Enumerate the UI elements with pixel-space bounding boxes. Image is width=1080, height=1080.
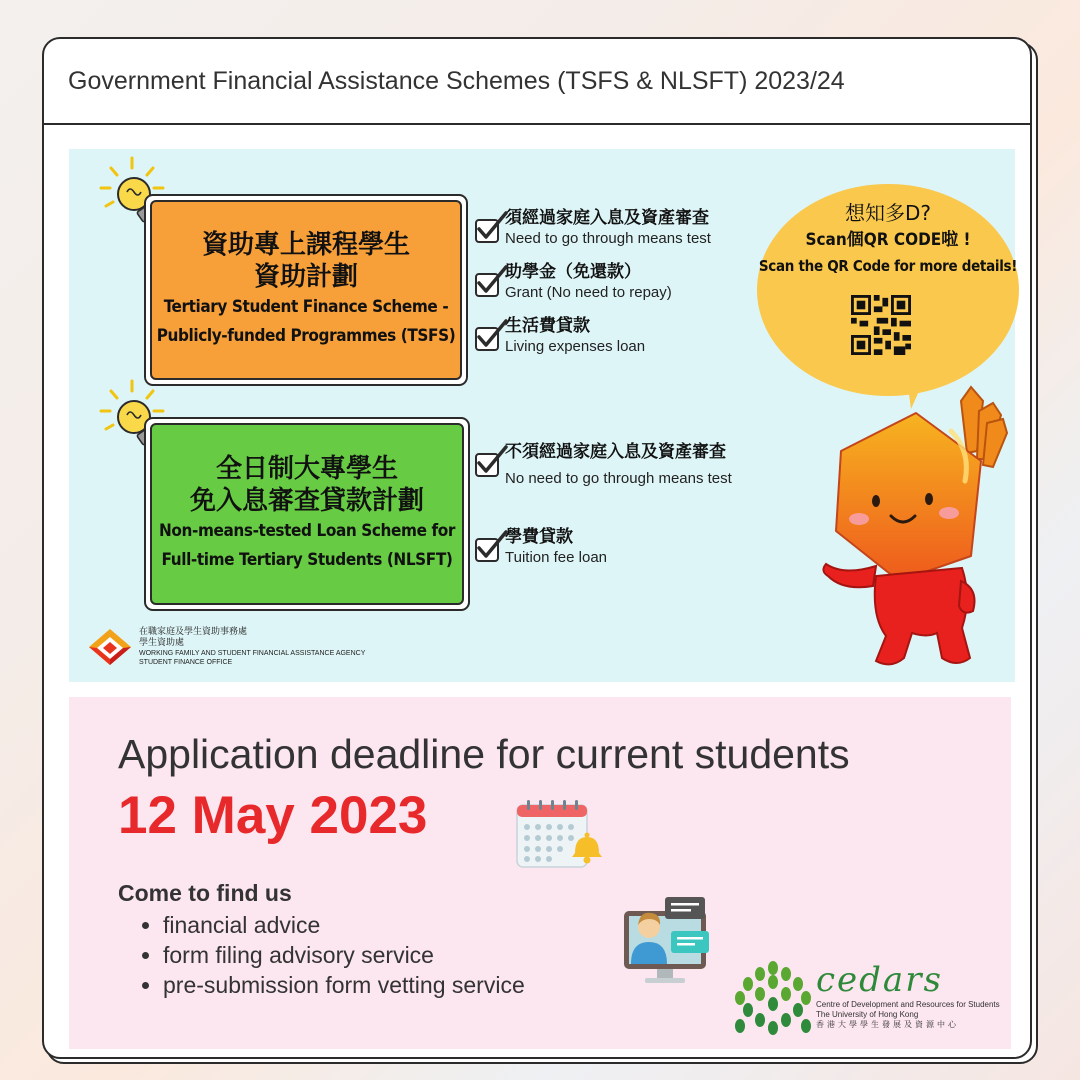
cedars-logo bbox=[734, 960, 1004, 1040]
cedars-en2: The University of Hong Kong bbox=[816, 1010, 919, 1019]
nlsft-box bbox=[144, 417, 470, 611]
list-item bbox=[118, 910, 525, 940]
find-us-list bbox=[118, 910, 525, 1000]
tsfs-en-line2: Publicly-funded Programmes (TSFS) bbox=[156, 326, 456, 346]
deadline-date: 12 May 2023 bbox=[118, 786, 428, 845]
sfo-en1: WORKING FAMILY AND STUDENT FINANCIAL ASSISTANCE AGENCY bbox=[139, 650, 366, 657]
nlsft-en-line2: Full-time Tertiary Students (NLSFT) bbox=[161, 550, 453, 570]
list-item-text: form filing advisory service bbox=[163, 942, 434, 968]
calendar-bell-icon bbox=[513, 797, 603, 875]
check-icon bbox=[475, 273, 499, 297]
tsfs-zh-subtitle: 資助計劃 bbox=[253, 262, 358, 292]
tsfs-item-living-loan bbox=[475, 315, 645, 357]
list-item bbox=[118, 970, 525, 1000]
nlsft-item-no-means-test bbox=[475, 441, 732, 489]
qr-code-icon[interactable] bbox=[851, 295, 911, 355]
list-item-text: pre-submission form vetting service bbox=[163, 972, 525, 998]
item-en: Grant (No need to repay) bbox=[505, 284, 672, 301]
deadline-panel bbox=[69, 697, 1011, 1049]
item-zh: 助學金（免還款） bbox=[505, 262, 641, 282]
item-en: Living expenses loan bbox=[505, 338, 646, 355]
nlsft-en-line1: Non-means-tested Loan Scheme for bbox=[159, 521, 455, 541]
bubble-text bbox=[749, 199, 1027, 279]
tsfs-zh-title: 資助專上課程學生 bbox=[201, 230, 410, 260]
poster-card bbox=[42, 37, 1032, 1059]
nlsft-inner bbox=[150, 423, 464, 605]
sfo-logo bbox=[87, 627, 365, 667]
item-zh: 學費貸款 bbox=[505, 527, 573, 547]
bubble-line3: Scan the QR Code for more details! bbox=[758, 257, 1018, 275]
tsfs-en-line1: Tertiary Student Finance Scheme - bbox=[163, 297, 449, 317]
tsfs-box bbox=[144, 194, 468, 386]
cedars-zh: 香港大學學生發展及資源中心 bbox=[816, 1020, 959, 1029]
list-item bbox=[118, 940, 525, 970]
sfo-en2: STUDENT FINANCE OFFICE bbox=[139, 659, 233, 666]
item-en: Tuition fee loan bbox=[505, 549, 608, 566]
tsfs-item-means-test bbox=[475, 207, 711, 249]
mascot-icon bbox=[821, 381, 1021, 671]
item-zh: 須經過家庭入息及資產審查 bbox=[505, 208, 709, 228]
nlsft-zh-subtitle: 免入息審查貸款計劃 bbox=[189, 486, 424, 516]
cedars-tree-icon bbox=[734, 960, 812, 1040]
sfo-zh2: 學生資助處 bbox=[139, 638, 185, 648]
item-en: Need to go through means test bbox=[505, 230, 711, 247]
check-icon bbox=[475, 327, 499, 351]
nlsft-zh-title: 全日制大專學生 bbox=[215, 454, 398, 484]
cedars-name: cedars bbox=[816, 960, 943, 1000]
tsfs-inner bbox=[150, 200, 462, 380]
bubble-line1: 想知多D? bbox=[844, 201, 931, 225]
cedars-caption bbox=[816, 1000, 1000, 1030]
sfo-logo-icon bbox=[87, 627, 133, 667]
cedars-en1: Centre of Development and Resources for Students bbox=[816, 1000, 1000, 1009]
find-us-title: Come to find us bbox=[118, 880, 292, 906]
check-icon bbox=[475, 538, 499, 562]
advisor-icon bbox=[619, 895, 719, 987]
item-zh: 生活費貸款 bbox=[505, 316, 590, 336]
poster-title: Government Financial Assistance Schemes (TSFS & NLSFT) 2023/24 bbox=[44, 39, 1030, 125]
tsfs-item-grant bbox=[475, 261, 672, 303]
nlsft-item-tuition-loan bbox=[475, 526, 607, 568]
list-item-text: financial advice bbox=[163, 912, 321, 938]
item-en: No need to go through means test bbox=[505, 470, 732, 487]
schemes-panel bbox=[69, 149, 1018, 682]
sfo-zh1: 在職家庭及學生資助事務處 bbox=[139, 627, 248, 637]
bubble-line2: Scan個QR CODE啦 ! bbox=[805, 230, 971, 250]
check-icon bbox=[475, 453, 499, 477]
deadline-title: Application deadline for current students bbox=[118, 731, 850, 777]
item-zh: 不須經過家庭入息及資產審查 bbox=[505, 442, 726, 462]
check-icon bbox=[475, 219, 499, 243]
